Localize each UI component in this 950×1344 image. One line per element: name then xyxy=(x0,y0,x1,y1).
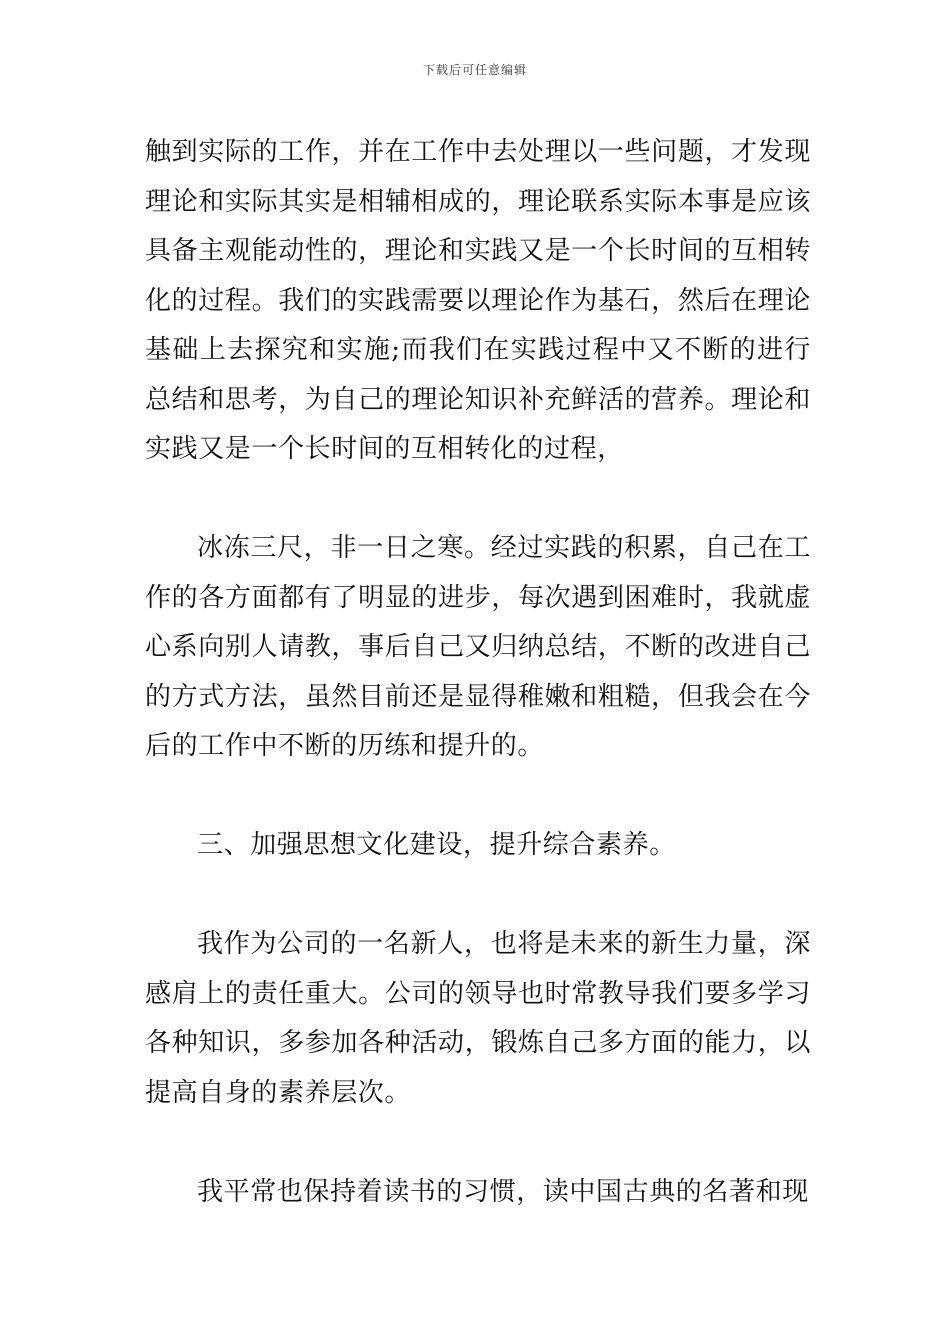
page-header: 下载后可任意编辑 xyxy=(422,63,527,77)
paragraph-gap xyxy=(145,772,811,822)
paragraph-theory-practice: 触到实际的工作，并在工作中去处理以一些问题，才发现理论和实际其实是相辅相成的，理论联系实际本事是应该具备主观能动性的，理论和实践又是一个长时间的互相转化的过程。我们的实践需要以理论作为基石，然后在理论基础上去探究和实施;而我们在实践过程中又不断的进行总结和思考，为自己的理论知识补充鲜活的营养。理论和实践又是一个长时间的互相转化的过程， xyxy=(145,137,811,464)
document-body xyxy=(145,128,811,1217)
section-heading-three: 三、加强思想文化建设，提升综合素养。 xyxy=(197,830,676,860)
paragraph-gap xyxy=(145,475,811,525)
paragraph-gap xyxy=(145,871,811,921)
paragraph-new-employee: 我作为公司的一名新人，也将是未来的新生力量，深感肩上的责任重大。公司的领导也时常教导我们要多学习各种知识，多参加各种活动，锻炼自己多方面的能力，以提高自身的素养层次。 xyxy=(145,929,811,1108)
paragraph-gap xyxy=(145,1118,811,1168)
paragraph-accumulation: 冰冻三尺，非一日之寒。经过实践的积累，自己在工作的各方面都有了明显的进步，每次遇到困难时，我就虚心系向别人请教，事后自己又归纳总结，不断的改进自己的方式方法，虽然目前还是显得稚嫩和粗糙，但我会在今后的工作中不断的历练和提升的。 xyxy=(145,533,811,761)
paragraph-reading-habit: 我平常也保持着读书的习惯，读中国古典的名著和现 xyxy=(197,1176,809,1207)
